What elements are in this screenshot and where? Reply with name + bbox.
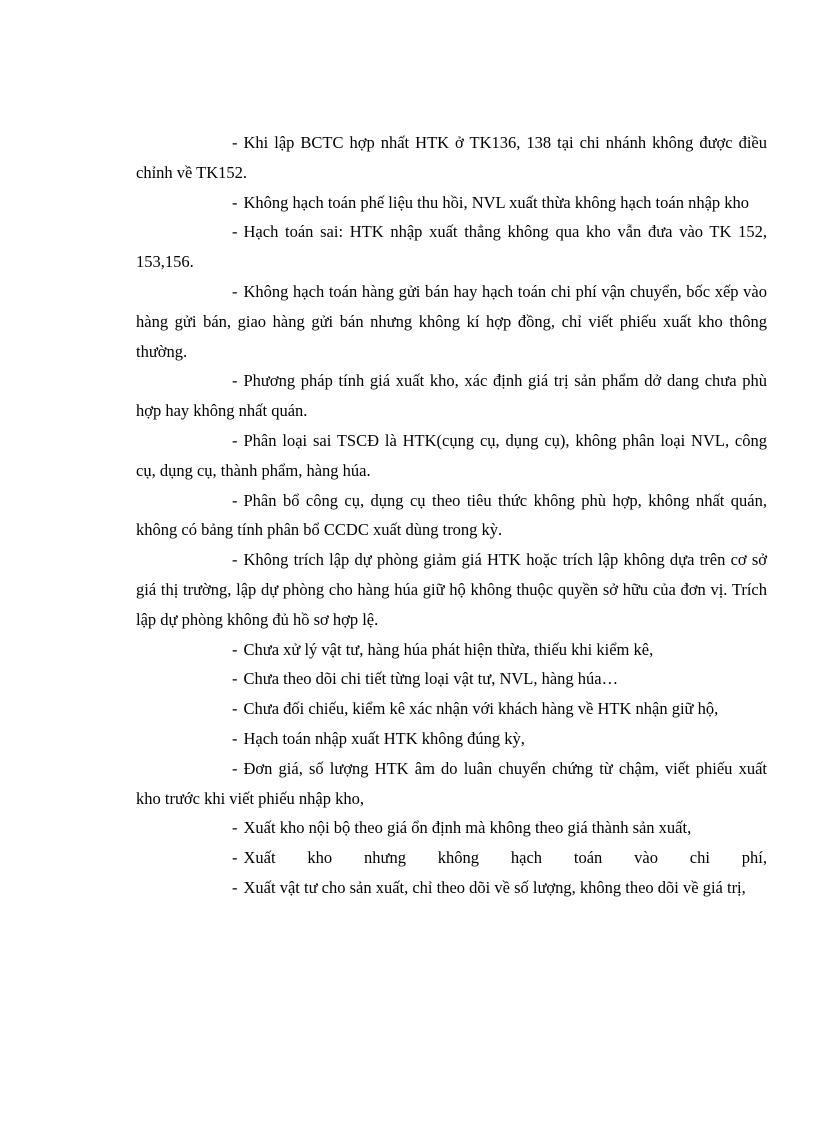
paragraph-text: Hạch toán nhập xuất HTK không đúng kỳ, — [243, 728, 525, 748]
bullet-mark: - — [232, 639, 238, 659]
paragraph-text: Hạch toán sai: HTK nhập xuất thẳng không qua kho vẫn đưa vào TK 152, 153,156. — [136, 222, 767, 272]
paragraph — [136, 486, 767, 546]
paragraph — [136, 754, 767, 814]
bullet-mark: - — [232, 430, 238, 450]
bullet-mark: - — [232, 192, 238, 212]
bullet-mark: - — [232, 758, 238, 778]
paragraph-text: Khi lập BCTC hợp nhất HTK ở TK136, 138 tại chi nhánh không được điều chỉnh về TK152. — [136, 133, 767, 182]
paragraph-text: Chưa xử lý vật tư, hàng húa phát hiện thừa, thiếu khi kiểm kê, — [243, 639, 654, 659]
paragraph-text: Xuất kho nội bộ theo giá ổn định mà không theo giá thành sản xuất, — [243, 818, 692, 838]
paragraph-text: Chưa theo dõi chi tiết từng loại vật tư, NVL, hàng húa… — [243, 669, 619, 689]
paragraph-text: Không hạch toán hàng gửi bán hay hạch toán chi phí vận chuyển, bốc xếp vào hàng gửi bán, giao hàng gửi bán nhưng không kí hợp đồng, chỉ viết phiếu xuất kho thông thường. — [136, 281, 767, 361]
paragraph — [136, 724, 767, 754]
bullet-mark: - — [232, 371, 238, 391]
paragraph — [136, 217, 767, 277]
paragraph-text: Đơn giá, số lượng HTK âm do luân chuyển chứng từ chậm, viết phiếu xuất kho trước khi viết phiếu nhập kho, — [136, 758, 767, 808]
body-text — [136, 128, 767, 903]
paragraph — [136, 366, 767, 426]
paragraph-text: Không trích lập dự phòng giảm giá HTK hoặc trích lập không dựa trên cơ sở giá thị trường, lập dự phòng cho hàng húa giữ hộ không thuộc quyền sở hữu của đơn vị. Trích lập dự phòng không đủ hồ sơ hợp lệ. — [136, 550, 767, 629]
bullet-mark: - — [232, 848, 238, 868]
paragraph — [136, 664, 767, 694]
paragraph-text: Chưa đối chiếu, kiểm kê xác nhận với khách hàng về HTK nhận giữ hộ, — [243, 699, 719, 719]
bullet-mark: - — [232, 490, 238, 510]
paragraph — [136, 813, 767, 843]
paragraph — [136, 277, 767, 366]
paragraph-text: Xuất kho nhưng không hạch toán vào chi phí, — [243, 848, 767, 868]
bullet-mark: - — [232, 699, 238, 719]
bullet-mark: - — [232, 669, 238, 689]
paragraph — [136, 128, 767, 188]
paragraph — [136, 694, 767, 724]
paragraph-text: Phương pháp tính giá xuất kho, xác định giá trị sản phẩm dở dang chưa phù hợp hay không nhất quán. — [136, 371, 767, 421]
paragraph-text: Phân bổ công cụ, dụng cụ theo tiêu thức không phù hợp, không nhất quán, không có bảng tính phân bổ CCDC xuất dùng trong kỳ. — [136, 490, 767, 540]
bullet-mark: - — [232, 133, 238, 152]
bullet-mark: - — [232, 728, 238, 748]
bullet-mark: - — [232, 550, 238, 570]
paragraph — [136, 426, 767, 486]
paragraph — [136, 545, 767, 634]
bullet-mark: - — [232, 222, 238, 242]
paragraph-text: Phân loại sai TSCĐ là HTK(cụng cụ, dụng cụ), không phân loại NVL, công cụ, dụng cụ, thành phẩm, hàng húa. — [136, 430, 767, 480]
paragraph-text: Xuất vật tư cho sản xuất, chỉ theo dõi về số lượng, không theo dõi về giá trị, — [243, 877, 746, 897]
paragraph — [136, 188, 767, 218]
bullet-mark: - — [232, 877, 238, 897]
bullet-mark: - — [232, 818, 238, 838]
paragraph-text: Không hạch toán phế liệu thu hồi, NVL xuất thừa không hạch toán nhập kho — [243, 192, 750, 212]
paragraph — [136, 843, 767, 873]
paragraph — [136, 873, 767, 903]
paragraph — [136, 635, 767, 665]
bullet-mark: - — [232, 281, 238, 301]
